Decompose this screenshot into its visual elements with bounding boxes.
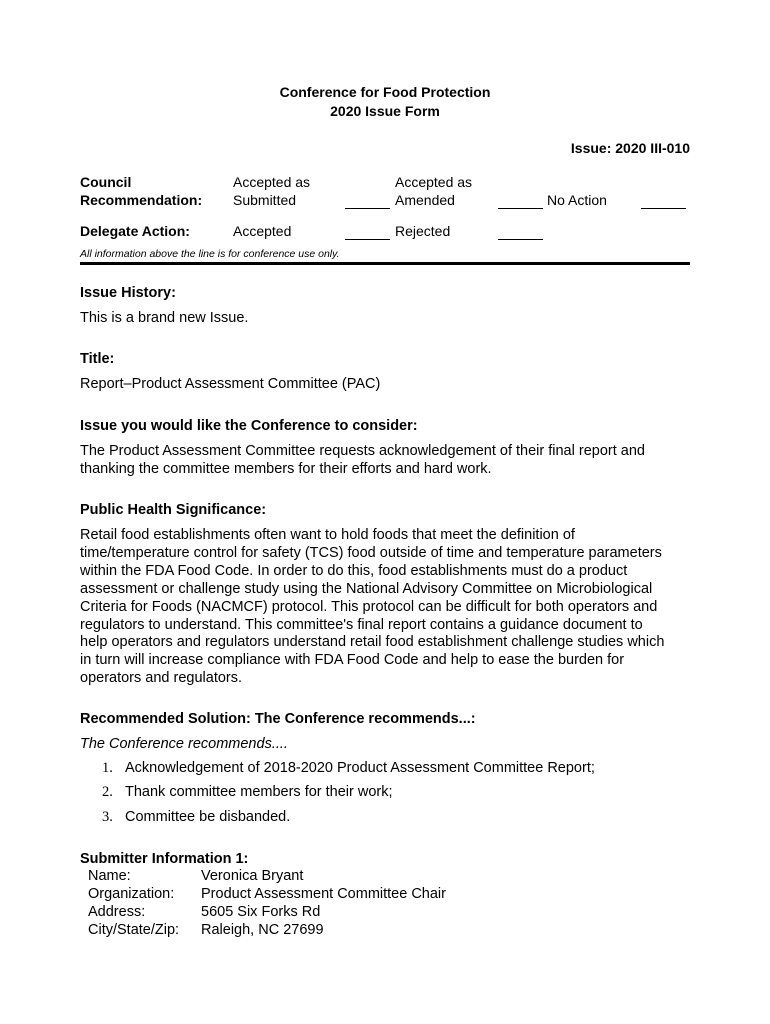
list-item-number: 3. [102, 809, 113, 825]
council-opt-accepted-amended-line2: Amended [395, 192, 455, 208]
consider-heading: Issue you would like the Conference to consider: [80, 418, 418, 434]
issue-history-heading: Issue History: [80, 285, 176, 301]
list-item-number: 1. [102, 760, 113, 776]
significance-line: in turn will increase compliance with FDA Food Code and help to ease the burden for [80, 652, 625, 669]
significance-line: help operators and regulators understand retail food establishment challenge studies which [80, 634, 665, 651]
title-heading: Title: [80, 351, 115, 367]
title-text: Report–Product Assessment Committee (PAC) [80, 376, 381, 392]
submitter-label: Name: [88, 868, 131, 884]
significance-line: regulators to understand. This committee's final report contains a guidance document to [80, 616, 643, 633]
delegate-opt-accepted: Accepted [233, 223, 292, 239]
delegate-rejected-blank[interactable] [498, 238, 543, 240]
significance-heading: Public Health Significance: [80, 502, 267, 518]
conference-use-note: All information above the line is for conference use only. [80, 248, 340, 260]
consider-line: The Product Assessment Committee requests acknowledgement of their final report and [80, 443, 645, 459]
council-accepted-amended-blank[interactable] [498, 207, 543, 209]
consider-line: thanking the committee members for their efforts and hard work. [80, 460, 492, 477]
significance-line: Retail food establishments often want to hold foods that meet the definition of [80, 527, 575, 543]
issue-number: Issue: 2020 III-010 [570, 140, 690, 156]
consider-paragraph [80, 443, 695, 479]
council-opt-accepted-amended-line1: Accepted as [395, 174, 473, 190]
council-label-line2: Recommendation: [80, 192, 203, 208]
significance-line: Criteria for Foods (NACMCF) protocol. This protocol can be difficult for both operators and [80, 598, 658, 615]
significance-line: within the FDA Food Code. In order to do this, food establishments must do a product [80, 562, 628, 579]
significance-paragraph [80, 527, 695, 688]
delegate-opt-rejected: Rejected [395, 223, 451, 239]
divider-line [80, 262, 690, 265]
council-accepted-submitted-blank[interactable] [345, 207, 390, 209]
significance-line: assessment or challenge study using the National Advisory Committee on Microbiological [80, 580, 653, 597]
council-label-line1: Council [80, 174, 132, 190]
form-subtitle: 2020 Issue Form [330, 103, 440, 119]
submitter-value: Raleigh, NC 27699 [201, 922, 324, 938]
council-opt-accepted-submitted-line1: Accepted as [233, 174, 311, 190]
submitter-label: Address: [88, 904, 146, 920]
submitter-value: 5605 Six Forks Rd [201, 904, 321, 920]
issue-history-text: This is a brand new Issue. [80, 310, 249, 326]
significance-line: operators and regulators. [80, 670, 243, 687]
council-no-action-blank[interactable] [641, 207, 686, 209]
form-title: Conference for Food Protection [279, 84, 491, 100]
list-item-text: Thank committee members for their work; [125, 784, 393, 800]
list-item-number: 2. [102, 784, 113, 800]
submitter-value: Veronica Bryant [201, 868, 304, 884]
submitter-label: City/State/Zip: [88, 922, 180, 938]
delegate-label: Delegate Action: [80, 223, 190, 239]
significance-line: time/temperature control for safety (TCS) food outside of time and temperature parameters [80, 544, 662, 561]
solution-heading: Recommended Solution: The Conference recommends...: [80, 711, 476, 727]
submitter-heading: Submitter Information 1: [80, 851, 249, 867]
council-opt-no-action: No Action [547, 192, 607, 208]
council-opt-accepted-submitted-line2: Submitted [233, 192, 297, 208]
list-item-text: Committee be disbanded. [125, 809, 291, 825]
submitter-value: Product Assessment Committee Chair [201, 886, 446, 902]
delegate-accepted-blank[interactable] [345, 238, 390, 240]
submitter-label: Organization: [88, 886, 175, 902]
solution-intro: The Conference recommends.... [80, 736, 288, 752]
list-item-text: Acknowledgement of 2018-2020 Product Assessment Committee Report; [125, 760, 595, 776]
